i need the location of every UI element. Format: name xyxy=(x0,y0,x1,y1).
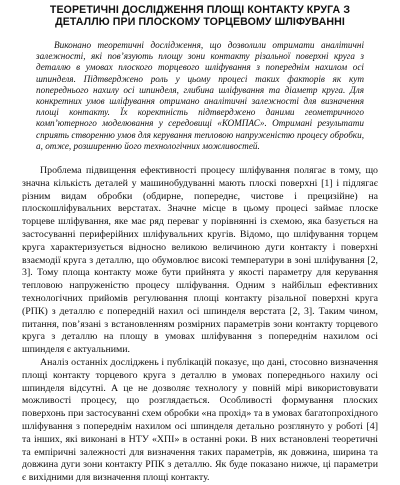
body-text xyxy=(22,165,378,485)
paragraph-problem-statement: Проблема підвищення ефективності процесу шліфування полягає в тому, що значна кількість деталей у машинобудуванні мають плоскі поверхні [1] і підлягає різним видам обробки (обдирне, попереднє, чистове і прецизійне) на плоскошліфувальних верстатах. Значне місце в цьому процесі займає плоске торцеве шліфування, яке має ряд переваг у порівнянні із схемою, яка базується на застосуванні периферійних шліфувальних кругів. Відомо, що шліфування торцем круга характеризується відносно великою величиною дуги контакту і поверхні взаємодії круга з деталлю, що обумовлює високі температури в зоні шліфування [2, 3]. Тому площа контакту може бути прийнята у якості параметру для керування тепловою напруженістю процесу шліфування. Одним з найбільш ефективних технологічних прийомів регулювання площі контакту різальної поверхні круга (РПК) з деталлю є попередній нахил осі шпинделя верстата [2, 3]. Таким чином, питання, пов’язані з встановленням розмірних параметрів зони контакту торцевого круга з деталлю на площу в умовах шліфування з попереднім нахилом осі шпинделя є актуальними. xyxy=(22,165,378,356)
paper-page xyxy=(22,4,378,485)
paper-title: ТЕОРЕТИЧНІ ДОСЛІДЖЕННЯ ПЛОЩІ КОНТАКТУ КРУГА З ДЕТАЛЛЮ ПРИ ПЛОСКОМУ ТОРЦЕВОМУ ШЛІФУВАННІ xyxy=(49,4,351,28)
paragraph-literature-analysis: Аналіз останніх досліджень і публікацій показує, що дані, стосовно визначення площі контакту торцевого круга з деталлю в умовах попереднього нахилу осі шпинделя відсутні. А це не дозволяє технологу у повній мірі використовувати можливості процесу, що розглядається. Особливості формування плоских поверхонь при застосуванні схем обробки «на прохід» та в умовах багатопрохідного шліфування з попереднім нахилом осі шпинделя детально розглянуто у роботі [4] та інших, які виконані в НТУ «ХПІ» в останні роки. В них встановлені теоретичні та емпіричні залежності для визначення таких параметрів, як довжина, ширина та довжина дуги зони контакту РПК з деталлю. Як буде показано нижче, ці параметри є вихідними для визначення площі контакту. xyxy=(22,356,378,484)
abstract: Виконано теоретичні дослідження, що дозволили отримати аналітичні залежності, які пов’язують площу зони контакту різальної поверхні круга з деталлю в умовах плоского торцевого шліфування з попереднім нахилом осі шпинделя. Підтверджено роль у цьому процесі таких факторів як кут попереднього нахилу осі шпинделя, глибина шліфування та діаметр круга. Для конкретних умов шліфування отримано аналітичні залежності для визначення площі контакту. Їх коректність підтверджено даними геометричного комп’ютерного моделювання у середовищі «КОМПАС». Отримані результати сприять створенню умов для керування тепловою напруженістю процесу обробки, а, отже, розширенню його технологічних можливостей. xyxy=(36,40,364,151)
